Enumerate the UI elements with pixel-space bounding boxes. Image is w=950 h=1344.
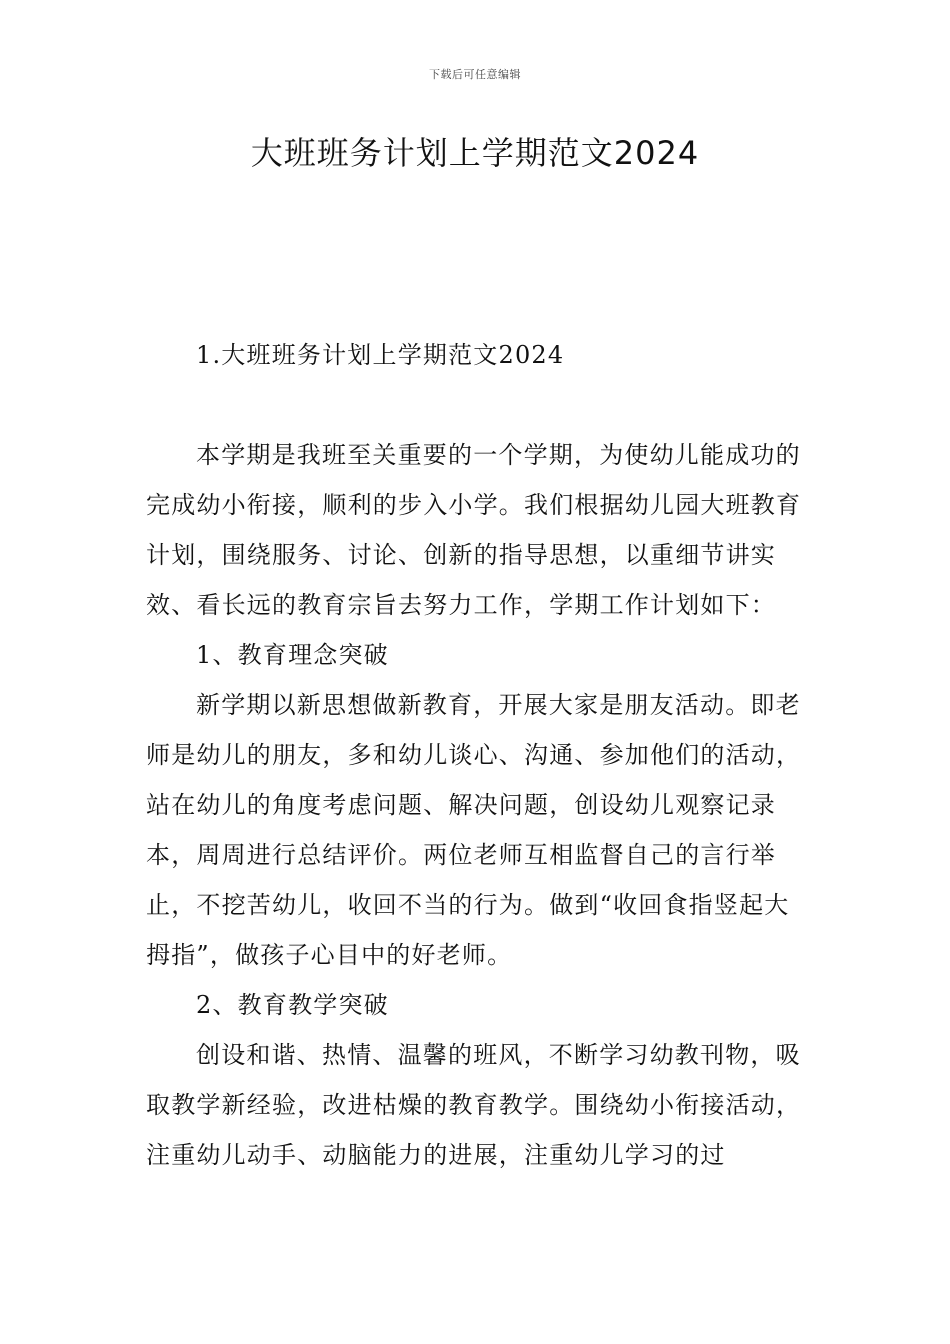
paragraph-teaching: 创设和谐、热情、温馨的班风，不断学习幼教刊物，吸取教学新经验，改进枯燥的教育教学。围绕幼小衔接活动，注重幼儿动手、动脑能力的进展，注重幼儿学习的过 [146, 1041, 802, 1169]
header-note: 下载后可任意编辑 [429, 68, 521, 81]
document-body [146, 330, 808, 1180]
section-heading: 1.大班班务计划上学期范文2024 [196, 341, 565, 369]
document-title: 大班班务计划上学期范文2024 [250, 134, 700, 172]
paragraph-education-concept: 新学期以新思想做新教育，开展大家是朋友活动。即老师是幼儿的朋友，多和幼儿谈心、沟通、参加他们的活动，站在幼儿的角度考虑问题、解决问题，创设幼儿观察记录本，周周进行总结评价。两位老师互相监督自己的言行举止，不挖苦幼儿，收回不当的行为。做到“收回食指竖起大拇指”，做孩子心目中的好老师。 [146, 691, 802, 969]
subheading-education-concept: 1、教育理念突破 [196, 641, 389, 669]
paragraph-intro: 本学期是我班至关重要的一个学期，为使幼儿能成功的完成幼小衔接，顺利的步入小学。我们根据幼儿园大班教育计划，围绕服务、讨论、创新的指导思想，以重细节讲实效、看长远的教育宗旨去努力工作，学期工作计划如下： [146, 441, 802, 619]
subheading-teaching: 2、教育教学突破 [196, 991, 389, 1019]
